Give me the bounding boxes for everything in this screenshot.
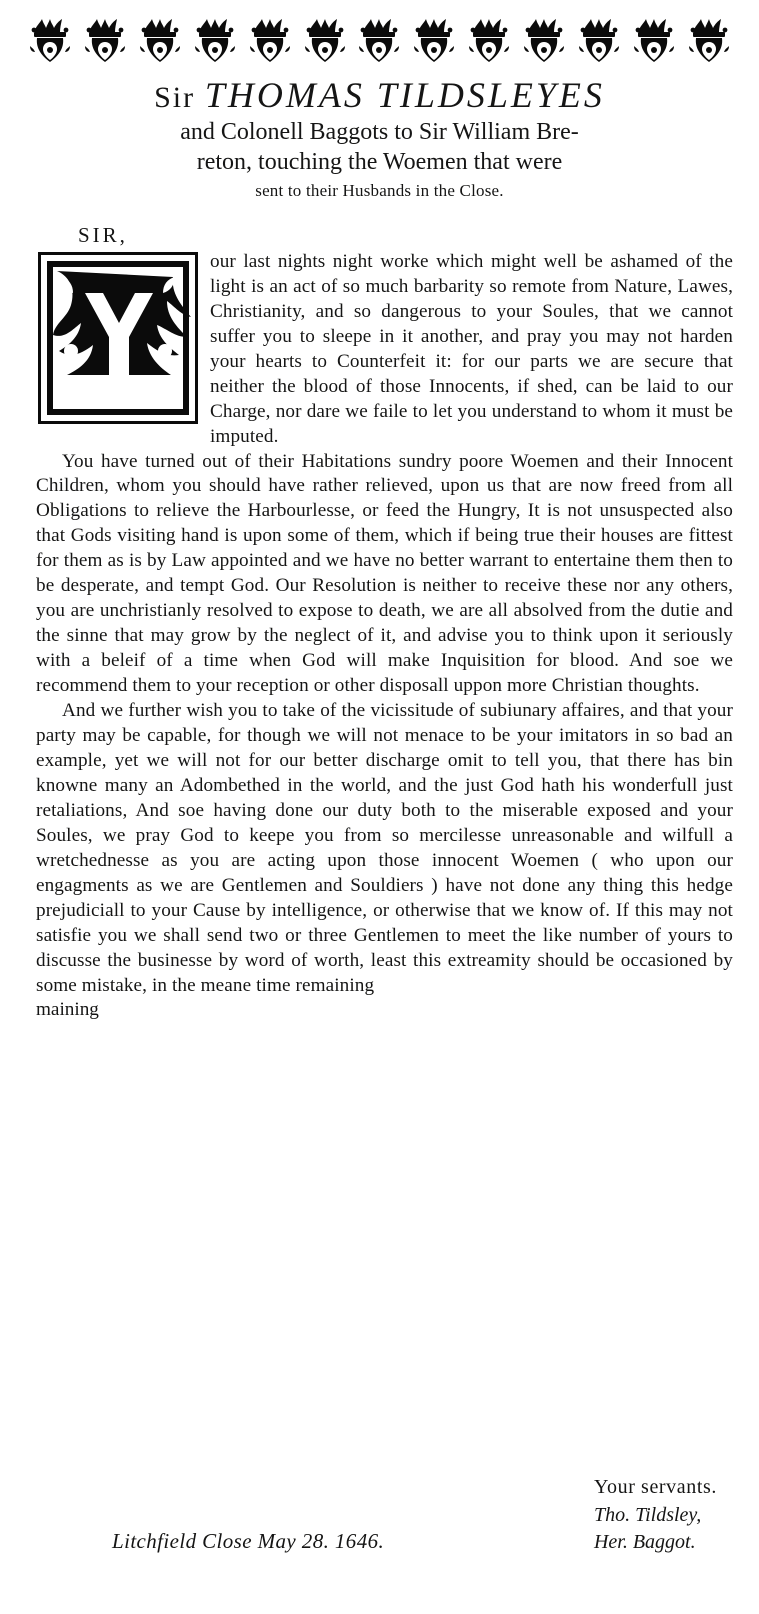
body-text [36,250,733,999]
crown-floral-ornament-icon [357,16,401,68]
crown-floral-ornament-icon [303,16,347,68]
closing-line: Your servants. [593,1476,717,1499]
title-line-3: reton, touching the Woemen that were [196,149,563,176]
crown-floral-ornament-icon [577,16,621,68]
trailing-word: maining [36,999,99,1021]
paragraph-1: our last nights night worke which might well be ashamed of the light is an act of so much barbarity so remote from Nature, Lawes, Christianity, and so dangerous to your Soules, that we cannot suffer you to sleepe in it another, and pray you may not harden your hearts to Counterfeit it: for our parts we are secure that neither the blood of those Innocents, if shed, can be laid to our Charge, nor dare we faile to let you understand to whom it must be imputed. [210,250,733,447]
document-title-block [34,76,725,201]
crown-floral-ornament-icon [138,16,182,68]
crown-floral-ornament-icon [412,16,456,68]
crown-floral-ornament-icon [467,16,511,68]
salutation: SIR, [78,222,128,247]
dateline: Litchfield Close May 28. 1646. [112,1529,385,1553]
crown-floral-ornament-icon [28,16,72,68]
signatory-name-1: Tho. Tildsley, [593,1503,702,1526]
paragraph-2: You have turned out of their Habitations sundry poore Woemen and their Innocent Children, whom you should have rather relieved, upon us that are now freed from all Obligations to relieve the Harbourlesse, or feed the Hungry, It is not unsuspected also that Gods visiting hand is upon some of them, which if being true their houses are fittest for them as is by Law appointed and we have no better warrant to entertaine them then to be desperate, and tempt God. Our Resolution is neither to receive these nor any others, you are unchristianly resolved to expose to death, we are all absolved from the dutie and the sinne that may grow by the neglect of it, and advise you to think upon it seriously with a beleif of a time when God will make Inquisition for blood. And soe we recommend them to your reception or other disposall uppon more Christian thoughts. [36,450,733,697]
ornament-band [28,14,731,70]
historiated-initial-icon [38,252,198,424]
crown-floral-ornament-icon [687,16,731,68]
document-page [0,14,759,1614]
crown-floral-ornament-icon [632,16,676,68]
title-line-1 [34,76,725,115]
crown-floral-ornament-icon [522,16,566,68]
signatory-name-2: Her. Baggot. [593,1530,696,1553]
crown-floral-ornament-icon [193,16,237,68]
crown-floral-ornament-icon [248,16,292,68]
title-names: THOMAS TILDSLEYES [204,75,605,115]
title-line-2: and Colonell Baggots to Sir William Bre- [180,118,579,145]
crown-floral-ornament-icon [83,16,127,68]
title-prefix: Sir [154,81,196,114]
signature-block [594,1474,717,1556]
title-subline: sent to their Husbands in the Close. [255,180,504,200]
paragraph-3: And we further wish you to take of the vicissitude of subiunary affaires, and that your party may be capable, for though we will not menace to be your imitators in so bad an example, yet we will not for our better discharge omit to tell you, that there has bin knowne many an Adombethed in the world, and the just God hath his wonderfull just retaliations, And soe having done our duty both to the miserable exposed and your Soules, we pray God to keepe you from so mercilesse unreasonable and wilfull a wretchednesse as you are acting upon those innocent Woemen ( who upon our engagments as we are Gentlemen and Souldiers ) have not done any thing this hedge prejudiciall to your Cause by intelligence, or otherwise that we know of. If this may not satisfie you we shall send two or three Gentlemen to meet the like number of yours to discusse the businesse by word of worth, least this extreamity should be occasioned by some mistake, in the meane time remaining [36,700,733,996]
